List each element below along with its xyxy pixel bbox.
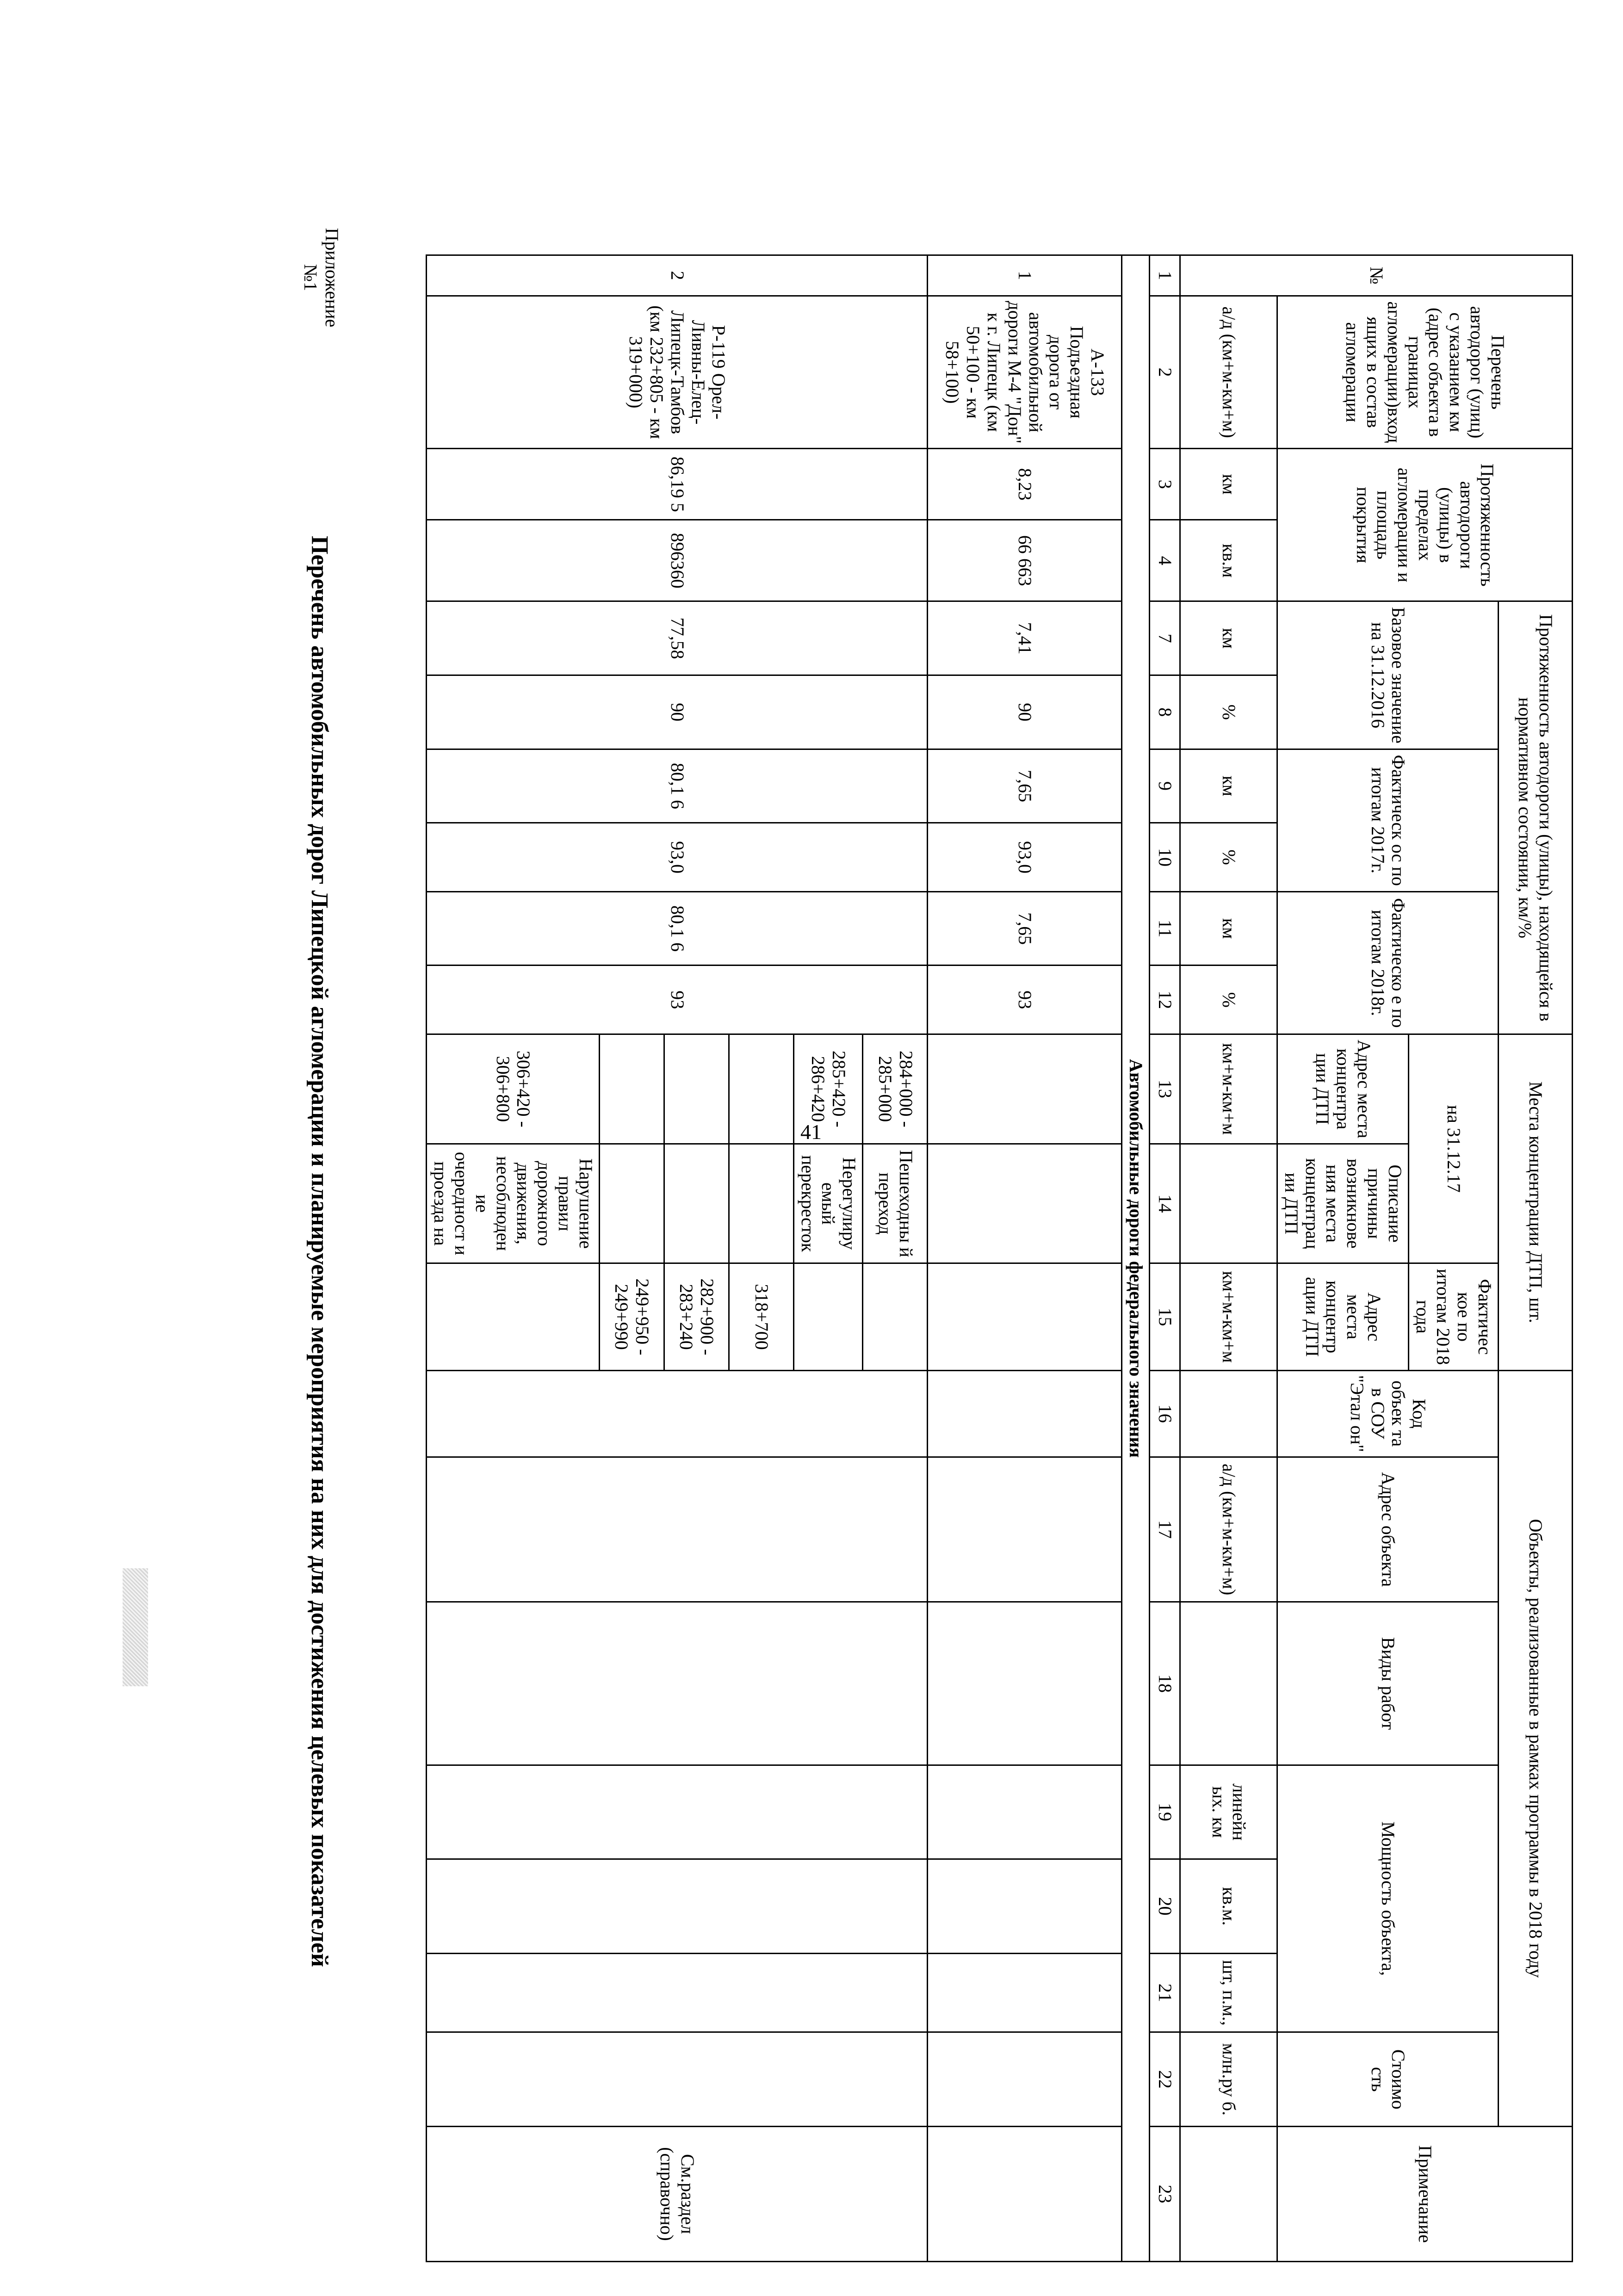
appendix-label: Приложение №1 [300, 228, 342, 328]
unit-f17-pct: % [1180, 823, 1277, 892]
road-name: А-133 Подъездная дорога от автомобильной дороги М-4 "Дон" к г. Липецк (км 50+100 - км 58+100) [928, 296, 1122, 449]
road-length-km: 8,23 [928, 449, 1122, 520]
unit-road: а/д (км+м-км+м) [1180, 296, 1277, 449]
dtp-address2 [793, 1263, 862, 1370]
dtp-address: 285+420 - 286+420 [793, 1034, 862, 1144]
road-area-sqm: 66 663 [928, 520, 1122, 601]
base-pct: 90 [928, 675, 1122, 749]
road-length-km: 86,19 5 [427, 449, 928, 520]
road-area-sqm: 896360 [427, 520, 928, 601]
col-number: 3 [1150, 449, 1180, 520]
col-number: 20 [1150, 1859, 1180, 1954]
col-number: 16 [1150, 1370, 1180, 1457]
unit-f17-km: км [1180, 749, 1277, 823]
header-cost: Стоимо сть [1277, 2032, 1499, 2127]
col-number: 17 [1150, 1457, 1180, 1602]
dtp-address2: 318+700 [729, 1263, 793, 1370]
col-number: 14 [1150, 1144, 1180, 1263]
header-fact2018: Фактическо е по итогам 2018г. [1277, 891, 1499, 1034]
stamp-mark [123, 1568, 148, 1686]
header-object-address: Адрес объекта [1277, 1457, 1499, 1602]
dtp-cause [729, 1144, 793, 1263]
fact2018-km: 80,1 6 [427, 891, 928, 965]
dtp-cause: Пешеходны й переход [863, 1144, 928, 1263]
row-num: 2 [427, 255, 928, 296]
unit-sqm2: кв.м. [1180, 1859, 1277, 1954]
dtp-address2: 282+900 - 283+240 [664, 1263, 729, 1370]
road-name: Р-119 Орел-Ливны-Елец-Липецк-Тамбов (км 232+805 - км 319+000) [427, 296, 928, 449]
col-number: 7 [1150, 601, 1180, 675]
road-table [426, 254, 1573, 2262]
header-dtp-address2: Адрес места концентр ации ДТП [1277, 1263, 1409, 1370]
unit-mln: млн.ру б. [1180, 2032, 1277, 2127]
dtp-cause: Нерегулиру емый перекресток [793, 1144, 862, 1263]
unit-work-types [1180, 1602, 1277, 1765]
header-num: № [1180, 255, 1573, 296]
header-roads: Перечень автодорог (улиц) с указанием км (адрес объекта в границах агломерации)входящих в состав агломерации [1277, 296, 1573, 449]
header-fact-dtp-2018: Фактичес кое по итогам 2018 года [1408, 1263, 1498, 1370]
base-km: 7,41 [928, 601, 1122, 675]
fact2018-km: 7,65 [928, 891, 1122, 965]
dtp-address: 284+000 - 285+000 [863, 1034, 928, 1144]
header-object-code: Код объек та в СОУ "Этал он" [1277, 1370, 1499, 1457]
fact2017-pct: 93,0 [427, 823, 928, 892]
header-base: Базовое значение на 31.12.2016 [1277, 601, 1499, 749]
page-number: 41 [800, 1120, 822, 1144]
dtp-address: 306+420 - 306+800 [427, 1034, 599, 1144]
fact2017-km: 7,65 [928, 749, 1122, 823]
rotated-sheet [300, 222, 1601, 2276]
header-fact2017: Фактическ ос по итогам 2017г. [1277, 749, 1499, 891]
dtp-address2 [863, 1263, 928, 1370]
base-km: 77,58 [427, 601, 928, 675]
col-number: 19 [1150, 1765, 1180, 1859]
col-number: 23 [1150, 2127, 1180, 2262]
document-title: Перечень автомобильных дорог Липецкой агломерации и планируемые мероприятия на них для достижения целевых показателей [306, 536, 333, 1967]
col-number: 9 [1150, 749, 1180, 823]
dtp-address2 [427, 1263, 599, 1370]
fact2018-pct: 93 [928, 965, 1122, 1034]
dtp-address2: 249+950 - 249+990 [599, 1263, 664, 1370]
unit-dtp-addr: км+м-км+м [1180, 1034, 1277, 1144]
header-dtp: Места концентрации ДТП, шт. [1499, 1034, 1573, 1370]
col-number: 22 [1150, 2032, 1180, 2127]
col-number: 2 [1150, 296, 1180, 449]
unit-dtp-cause [1180, 1144, 1277, 1263]
fact2018-pct: 93 [427, 965, 928, 1034]
header-note: Примечание [1277, 2127, 1573, 2262]
dtp-cause [664, 1144, 729, 1263]
unit-object-code [1180, 1370, 1277, 1457]
col-number: 15 [1150, 1263, 1180, 1370]
dtp-address [599, 1034, 664, 1144]
col-number: 12 [1150, 965, 1180, 1034]
header-dtp-cause: Описание причины возникнове ния места концентрац ии ДТП [1277, 1144, 1409, 1263]
unit-note [1180, 2127, 1277, 2262]
dtp-cause: Нарушение правил дорожного движения, несоблюден ие очередност и проезда на [427, 1144, 599, 1263]
unit-object-address: а/д (км+м-км+м) [1180, 1457, 1277, 1602]
dtp-cause [599, 1144, 664, 1263]
section-federal-roads: Автомобильные дороги федерального значения [1122, 255, 1150, 2262]
unit-f18-km: км [1180, 891, 1277, 965]
unit-base-km: км [1180, 601, 1277, 675]
base-pct: 90 [427, 675, 928, 749]
header-length-area: Протяженность автодороги (улицы) в пределах агломерации и площадь покрытия [1277, 449, 1573, 601]
col-number: 13 [1150, 1034, 1180, 1144]
col-number: 11 [1150, 891, 1180, 965]
header-dtp-address: Адрес места концентра ции ДТП [1277, 1034, 1409, 1144]
col-number: 1 [1150, 255, 1180, 296]
header-normative: Протяженность автодороги (улицы), находящейся в нормативном состоянии, км/% [1499, 601, 1573, 1034]
col-number: 10 [1150, 823, 1180, 892]
header-work-types: Виды работ [1277, 1602, 1499, 1765]
header-objects: Объекты, реализованные в рамках программы в 2018 году [1499, 1370, 1573, 2127]
row-num: 1 [928, 255, 1122, 296]
col-number: 21 [1150, 1953, 1180, 2032]
unit-sqm: кв.м [1180, 520, 1277, 601]
unit-pcs: шт, п.м., [1180, 1953, 1277, 2032]
dtp-address [729, 1034, 793, 1144]
header-capacity: Мощность объекта, [1277, 1765, 1499, 2032]
unit-dtp-addr2: км+м-км+м [1180, 1263, 1277, 1370]
fact2017-km: 80,1 6 [427, 749, 928, 823]
col-number: 8 [1150, 675, 1180, 749]
note-cell: См.раздел (справочно) [427, 2127, 928, 2262]
unit-km: км [1180, 449, 1277, 520]
col-number: 4 [1150, 520, 1180, 601]
dtp-address [664, 1034, 729, 1144]
col-number: 18 [1150, 1602, 1180, 1765]
unit-f18-pct: % [1180, 965, 1277, 1034]
unit-linear-km: линейн ых. км [1180, 1765, 1277, 1859]
header-on-date: на 31.12.17 [1408, 1034, 1498, 1263]
fact2017-pct: 93,0 [928, 823, 1122, 892]
unit-base-pct: % [1180, 675, 1277, 749]
